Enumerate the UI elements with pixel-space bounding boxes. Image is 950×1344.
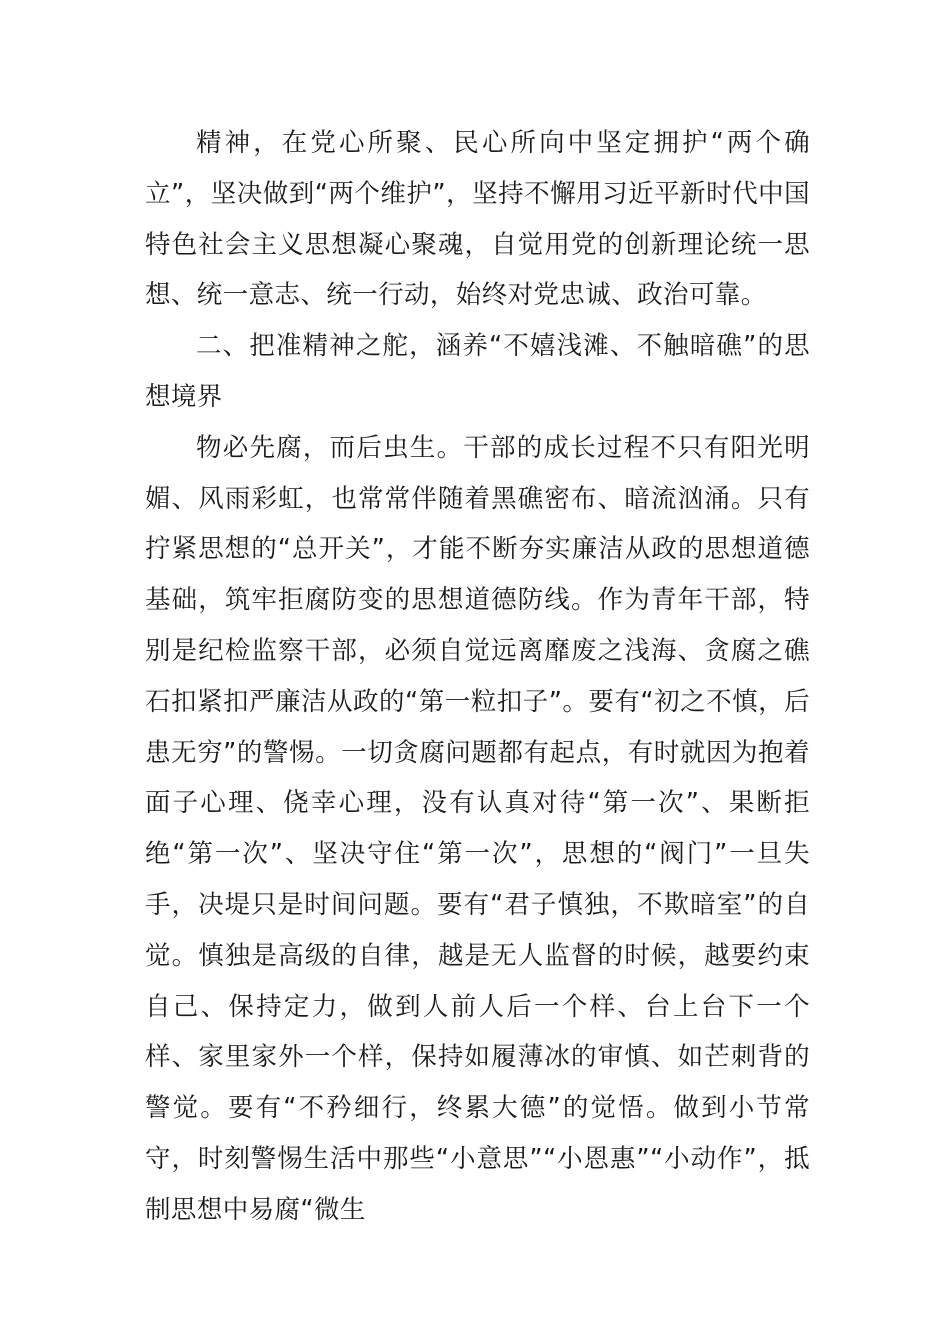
- paragraph-body: 物必先腐，而后虫生。干部的成长过程不只有阳光明媚、风雨彩虹，也常常伴随着黑礁密布、暗流汹涌。只有拧紧思想的“总开关”，才能不断夯实廉洁从政的思想道德基础，筑牢拒腐防变的思想道德防线。作为青年干部，特别是纪检监察干部，必须自觉远离靡废之浅海、贪腐之礁石扣紧扣严廉洁从政的“第一粒扣子”。要有“初之不慎，后患无穷”的警惕。一切贪腐问题都有起点，有时就因为抱着面子心理、侥幸心理，没有认真对待“第一次”、果断拒绝“第一次”、坚决守住“第一次”，思想的“阀门”一旦失手，决堤只是时间问题。要有“君子慎独，不欺暗室”的自觉。慎独是高级的自律，越是无人监督的时候，越要约束自己、保持定力，做到人前人后一个样、台上台下一个样、家里家外一个样，保持如履薄冰的审慎、如芒刺背的警觉。要有“不矜细行，终累大德”的觉悟。做到小节常守，时刻警惕生活中那些“小意思”“小恩惠”“小动作”，抵制思想中易腐“微生: [145, 432, 810, 1225]
- document-body: [145, 118, 810, 1236]
- paragraph-continuation: 精神，在党心所聚、民心所向中坚定拥护“两个确立”，坚决做到“两个维护”，坚持不懈用习近平新时代中国特色社会主义思想凝心聚魂，自觉用党的创新理论统一思想、统一意志、统一行动，始终对党忠诚、政治可靠。: [145, 128, 810, 311]
- section-heading: 二、把准精神之舵，涵养“不嬉浅滩、不触暗礁”的思想境界: [145, 331, 810, 412]
